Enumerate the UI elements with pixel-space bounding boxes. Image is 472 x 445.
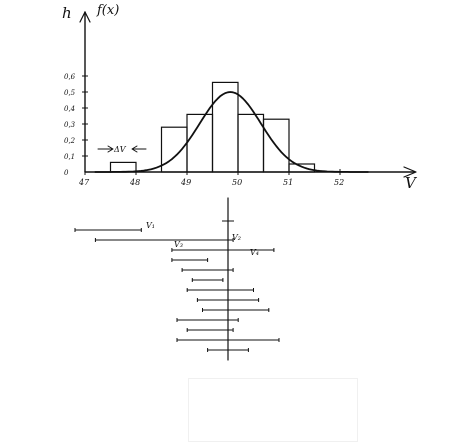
y-tick-label: 0 bbox=[64, 169, 69, 177]
x-tick-label: 52 bbox=[334, 178, 345, 187]
mark-label-v1: V₁ bbox=[146, 221, 155, 230]
histogram-bar bbox=[162, 127, 188, 172]
x-tick-label: 50 bbox=[232, 178, 243, 187]
mark-label-v4: V₄ bbox=[250, 248, 259, 257]
density-curve bbox=[95, 92, 368, 172]
curve-label: f(x) bbox=[97, 3, 120, 18]
y-tick-label: 0,3 bbox=[64, 121, 76, 129]
histogram-bar bbox=[111, 162, 137, 172]
x-tick-label: 51 bbox=[283, 178, 294, 187]
histogram-bar bbox=[289, 164, 315, 172]
interval-label: ΔV bbox=[114, 145, 126, 154]
y-axis-label: h bbox=[62, 4, 72, 22]
y-tick-label: 0,6 bbox=[64, 73, 76, 81]
y-tick-label: 0,5 bbox=[64, 89, 76, 97]
histogram-plot bbox=[62, 3, 418, 192]
measurement-intervals-plot bbox=[75, 198, 279, 360]
mark-label-v2: V₂ bbox=[232, 233, 241, 242]
blank-panel bbox=[188, 378, 358, 442]
mark-label-v3: V₃ bbox=[174, 240, 183, 249]
x-tick-label: 48 bbox=[130, 178, 141, 187]
histogram-bars bbox=[111, 82, 315, 172]
y-tick-label: 0,4 bbox=[64, 105, 76, 113]
histogram-bar bbox=[213, 82, 239, 172]
x-tick-label: 47 bbox=[79, 178, 90, 187]
y-tick-label: 0,2 bbox=[64, 137, 76, 145]
x-tick-label: 49 bbox=[181, 178, 192, 187]
x-axis-label: V bbox=[405, 174, 416, 192]
interval-annotation bbox=[98, 145, 146, 154]
y-tick-label: 0,1 bbox=[64, 153, 76, 161]
